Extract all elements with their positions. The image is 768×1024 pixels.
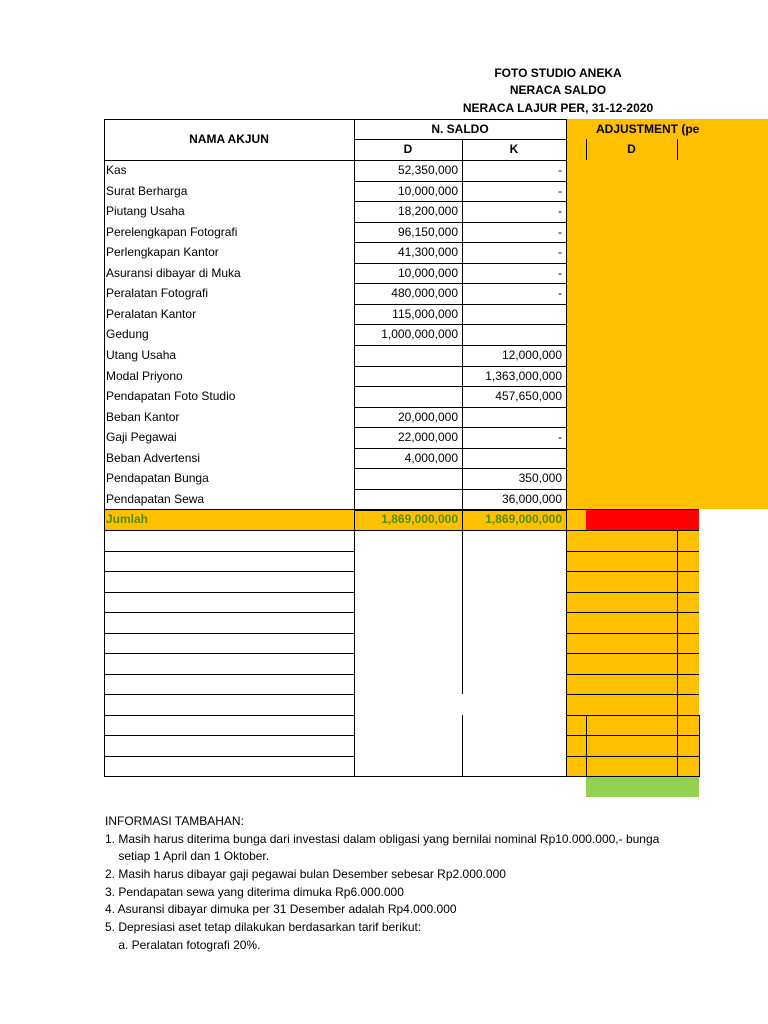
grid-hline [104, 633, 354, 634]
info-title: INFORMASI TAMBAHAN: [105, 814, 244, 828]
grid-hline [104, 551, 354, 552]
col-adjustment-debit: D [627, 142, 636, 156]
grid-hline [104, 160, 566, 161]
grid-hline [354, 263, 566, 264]
total-top-border [104, 509, 699, 510]
debit-value [354, 366, 462, 387]
account-name: Pendapatan Sewa [106, 491, 205, 506]
info-line-4: 4. Asuransi dibayar dimuka per 31 Desember adalah Rp4.000.000 [105, 902, 457, 916]
debit-value [354, 386, 462, 407]
grid-hline [104, 776, 354, 777]
debit-value: 10,000,000 [397, 265, 458, 280]
account-name: Gedung [106, 327, 149, 342]
grid-hline [354, 776, 566, 777]
debit-value: 18,200,000 [397, 204, 458, 219]
kredit-value: - [558, 265, 562, 280]
grid-vline [462, 715, 463, 777]
account-name: Gaji Pegawai [106, 430, 177, 445]
kredit-value [462, 448, 566, 469]
kredit-value: - [558, 163, 562, 177]
grid-hline [104, 653, 354, 654]
grid-hline [354, 324, 566, 325]
adjustment-header-area [566, 119, 768, 509]
grid-hline [104, 612, 354, 613]
kredit-value: 457,650,000 [495, 389, 562, 404]
debit-value: 52,350,000 [397, 163, 458, 177]
info-line-2: 2. Masih harus dibayar gaji pegawai bulan Desember sebesar Rp2.000.000 [105, 867, 506, 881]
col-divider-dk [462, 139, 463, 694]
debit-value [354, 468, 462, 489]
grid-hline [354, 345, 566, 346]
grid-hline [354, 201, 566, 202]
debit-value [354, 489, 462, 510]
grid-vline [586, 139, 587, 160]
account-name: Peralatan Kantor [106, 306, 197, 321]
kredit-value: 1,363,000,000 [485, 368, 562, 383]
debit-value [354, 345, 462, 366]
account-name: Surat Berharga [106, 183, 188, 198]
debit-value: 41,300,000 [397, 245, 458, 260]
kredit-value: 12,000,000 [501, 348, 562, 363]
account-name: Utang Usaha [106, 348, 177, 363]
col-debit: D [403, 142, 413, 156]
info-line-5: 5. Depresiasi aset tetap dilakukan berdasarkan tarif berikut: [105, 920, 422, 934]
grid-hline [566, 592, 699, 593]
account-name: Piutang Usaha [106, 204, 185, 219]
total-adjustment-red-cell [586, 509, 699, 530]
debit-value: 96,150,000 [397, 224, 458, 239]
grid-hline [354, 181, 566, 182]
grid-vline [699, 715, 700, 777]
grid-hline [354, 448, 566, 449]
grid-hline [566, 612, 699, 613]
col-divider-name [354, 119, 355, 777]
col-kredit: K [509, 142, 519, 156]
kredit-value: 36,000,000 [501, 491, 562, 506]
info-line-1: 1. Masih harus diterima bunga dari investasi dalam obligasi yang bernilai nominal Rp10.000.000,- bunga [105, 832, 660, 846]
kredit-value: - [558, 183, 562, 198]
adjustment-lower-right-strip [586, 715, 699, 776]
grid-hline [354, 304, 566, 305]
grid-hline [354, 242, 566, 243]
col-adjustment: ADJUSTMENT (pe [596, 122, 700, 136]
table-top-border [104, 119, 566, 120]
kredit-value [462, 407, 566, 428]
grid-hline [354, 222, 566, 223]
grid-hline [354, 427, 566, 428]
grid-hline [104, 694, 354, 695]
col-divider-adjustment [566, 119, 567, 777]
account-name: Beban Advertensi [106, 450, 201, 465]
grid-vline [677, 530, 678, 776]
grid-hline [354, 386, 566, 387]
total-bottom-border [104, 530, 699, 531]
grid-hline [354, 489, 566, 490]
grid-hline [104, 592, 354, 593]
kredit-value [462, 324, 566, 345]
grid-hline [354, 139, 566, 140]
debit-value: 22,000,000 [397, 430, 458, 445]
company-title: FOTO STUDIO ANEKA [494, 66, 622, 80]
grid-hline [354, 510, 566, 511]
grid-vline [677, 139, 678, 160]
grid-hline [354, 407, 566, 408]
grid-hline [104, 756, 354, 757]
debit-value: 480,000,000 [391, 286, 458, 301]
col-n-saldo: N. SALDO [431, 122, 489, 136]
grid-hline [354, 283, 566, 284]
kredit-value: - [558, 204, 562, 219]
total-label: Jumlah [106, 512, 149, 526]
kredit-value: 350,000 [518, 471, 562, 486]
debit-value: 10,000,000 [397, 183, 458, 198]
kredit-value [462, 304, 566, 325]
total-kredit: 1,869,000,000 [485, 512, 562, 526]
grid-hline [104, 715, 354, 716]
info-line-1-cont: setiap 1 April dan 1 Oktober. [105, 849, 270, 863]
grid-hline [104, 674, 354, 675]
account-name: Beban Kantor [106, 409, 180, 424]
grid-hline [566, 551, 699, 552]
account-name: Peralatan Fotografi [106, 286, 209, 301]
grid-hline [566, 633, 699, 634]
green-cell [586, 777, 699, 797]
grid-hline [566, 694, 699, 695]
worksheet-subtitle: NERACA LAJUR PER, 31-12-2020 [462, 101, 654, 115]
debit-value: 1,000,000,000 [381, 327, 458, 342]
grid-hline [104, 735, 354, 736]
kredit-value: - [558, 224, 562, 239]
grid-vline [586, 715, 587, 777]
account-name: Modal Priyono [106, 368, 183, 383]
adjustment-lower-area [566, 530, 699, 715]
report-title: NERACA SALDO [509, 83, 607, 97]
total-debit: 1,869,000,000 [381, 512, 458, 526]
grid-hline [566, 571, 699, 572]
info-line-5a: a. Peralatan fotografi 20%. [105, 938, 261, 952]
grid-hline [354, 366, 566, 367]
info-line-3: 3. Pendapatan sewa yang diterima dimuka Rp6.000.000 [105, 885, 404, 899]
kredit-value: - [558, 430, 562, 445]
account-name: Perlengkapan Kantor [106, 245, 219, 260]
grid-hline [104, 571, 354, 572]
col-nama-akun: NAMA AKJUN [189, 132, 269, 146]
debit-value: 20,000,000 [397, 409, 458, 424]
grid-hline [566, 653, 699, 654]
account-name: Kas [106, 163, 127, 177]
table-left-border [104, 119, 105, 777]
kredit-value: - [558, 245, 562, 260]
grid-hline [354, 468, 566, 469]
account-name: Asuransi dibayar di Muka [106, 265, 241, 280]
account-name: Pendapatan Foto Studio [106, 389, 236, 404]
grid-hline [566, 674, 699, 675]
adjustment-lower-left-strip [566, 715, 586, 776]
debit-value: 115,000,000 [392, 306, 458, 321]
kredit-value: - [558, 286, 562, 301]
account-name: Pendapatan Bunga [106, 471, 209, 486]
account-name: Perelengkapan Fotografi [106, 224, 238, 239]
debit-value: 4,000,000 [404, 450, 458, 465]
